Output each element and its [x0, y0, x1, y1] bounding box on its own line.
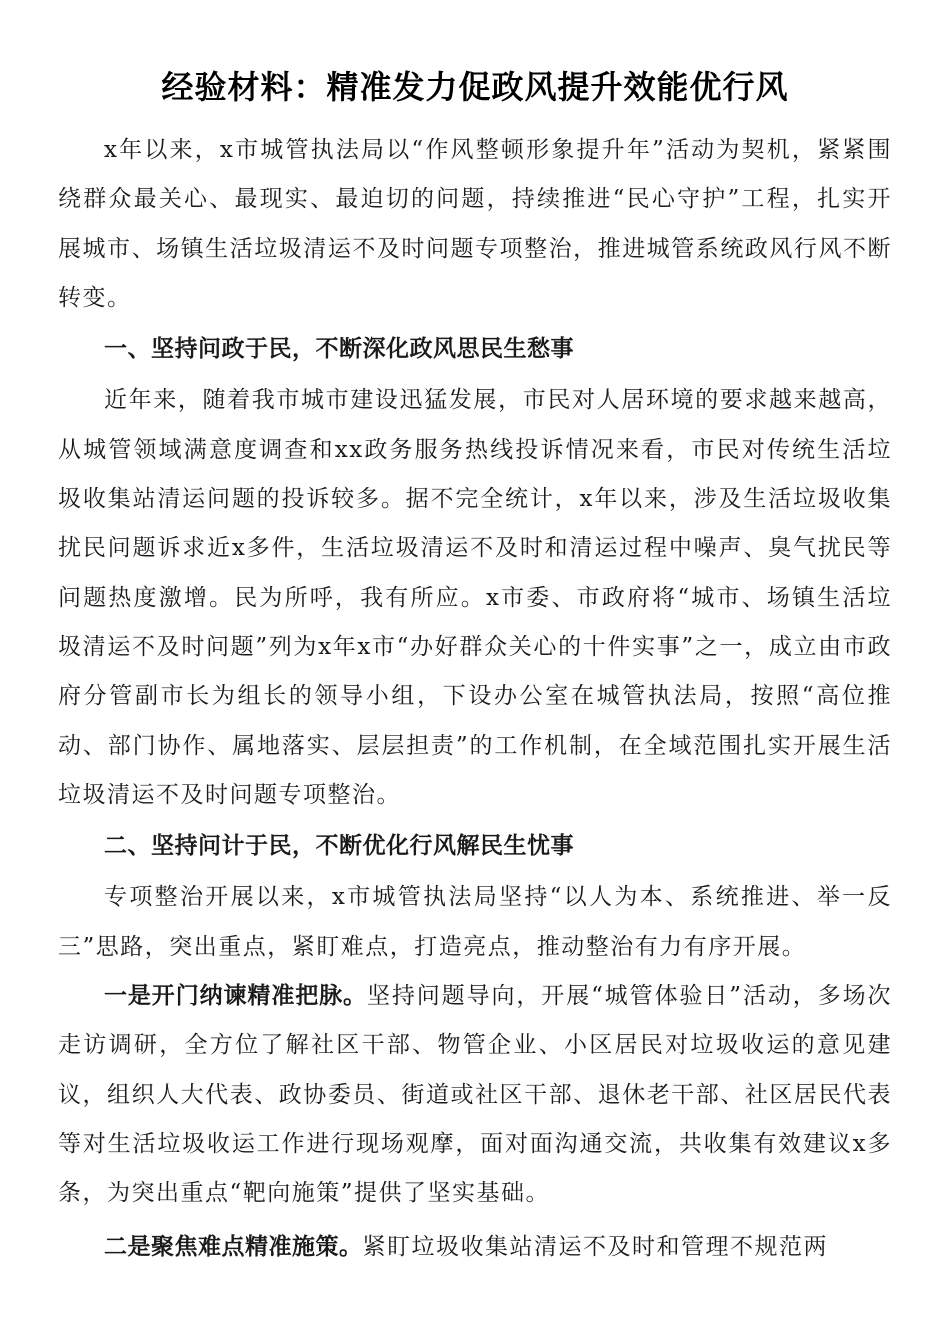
item-1-body: 坚持问题导向，开展“城管体验日”活动，多场次走访调研，全方位了解社区干部、物管企业、小区居民对垃圾收运的意见建议，组织人大代表、政协委员、街道或社区干部、退休老干部、社区居民代表等对生活垃圾收运工作进行现场观摩，面对面沟通交流，共收集有效建议x多条，为突出重点“靶向施策”提供了坚实基础。	[58, 983, 892, 1207]
item-1-lead: 一是开门纳谏精准把脉。	[104, 983, 367, 1010]
section-2-item-2	[58, 1223, 892, 1272]
document-page	[58, 62, 892, 1272]
document-title: 经验材料：精准发力促政风提升效能优行风	[161, 68, 789, 106]
intro-paragraph: x年以来，x市城管执法局以“作风整顿形象提升年”活动为契机，紧紧围绕群众最关心、最现实、最迫切的问题，持续推进“民心守护”工程，扎实开展城市、场镇生活垃圾清运不及时问题专项整治，推进城管系统政风行风不断转变。	[58, 137, 892, 311]
section-2-item-1	[58, 972, 892, 1218]
item-2-body: 紧盯垃圾收集站清运不及时和管理不规范两	[362, 1233, 828, 1260]
section-1-paragraph: 近年来，随着我市城市建设迅猛发展，市民对人居环境的要求越来越高，从城管领域满意度调查和xx政务服务热线投诉情况来看，市民对传统生活垃圾收集站清运问题的投诉较多。据不完全统计，x年以来，涉及生活垃圾收集扰民问题诉求近x多件，生活垃圾清运不及时和清运过程中噪声、臭气扰民等问题热度激增。民为所呼，我有所应。x市委、市政府将“城市、场镇生活垃圾清运不及时问题”列为x年x市“办好群众关心的十件实事”之一，成立由市政府分管副市长为组长的领导小组，下设办公室在城管执法局，按照“高位推动、部门协作、属地落实、层层担责”的工作机制，在全域范围扎实开展生活垃圾清运不及时问题专项整治。	[58, 387, 892, 808]
section-2-heading: 二、坚持问计于民，不断优化行风解民生忧事	[104, 833, 574, 860]
item-2-lead: 二是聚焦难点精准施策。	[104, 1233, 363, 1260]
section-2-paragraph: 专项整治开展以来，x市城管执法局坚持“以人为本、系统推进、举一反三”思路，突出重点，紧盯难点，打造亮点，推动整治有力有序开展。	[58, 884, 892, 960]
section-1-heading: 一、坚持问政于民，不断深化政风思民生愁事	[104, 336, 574, 363]
